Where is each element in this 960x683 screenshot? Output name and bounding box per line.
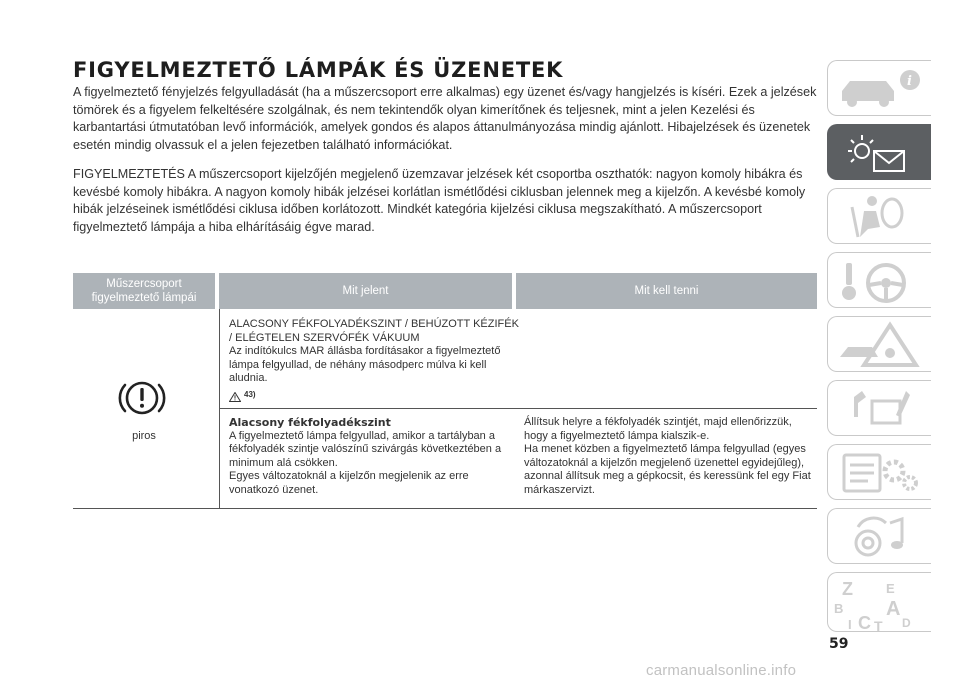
- action-text: Állítsuk helyre a fékfolyadék szintjét, majd ellenőrizzük, hogy a figyelmeztető lámpa kialszik-e.: [524, 416, 792, 442]
- row-low-brake-fluid: [229, 416, 519, 498]
- tab-multimedia[interactable]: [827, 508, 931, 564]
- svg-text:D: D: [902, 616, 911, 630]
- svg-text:Z: Z: [842, 579, 853, 599]
- page-number: 59: [829, 636, 849, 652]
- meaning-text-2: Egyes változatoknál a kijelzőn megjelenik az erre vonatkozó üzenet.: [229, 470, 469, 496]
- caution-icon: [229, 392, 241, 402]
- row-heading: ALACSONY FÉKFOLYADÉKSZINT / BEHÚZOTT KÉZIFÉK / ELÉGTELEN SZERVÓFÉK VÁKUUM: [229, 318, 519, 344]
- svg-text:i: i: [907, 74, 912, 89]
- watermark: carmanualsonline.info: [646, 662, 797, 679]
- key-steering-icon: [828, 253, 932, 309]
- lamp-color-label: piros: [132, 430, 156, 442]
- row-text: Az indítókulcs MAR állásba fordításakor a figyelmeztető lámpa felgyullad, de néhány másodperc múlva ki kell aludnia.: [229, 345, 501, 385]
- svg-text:B: B: [834, 601, 844, 616]
- table-header: [73, 273, 817, 309]
- svg-text:A: A: [886, 598, 901, 620]
- tab-index[interactable]: [827, 572, 931, 632]
- maintenance-tools-icon: [828, 381, 932, 437]
- tab-maintenance[interactable]: [827, 380, 931, 436]
- svg-text:C: C: [858, 613, 871, 633]
- index-letters-icon: [828, 573, 932, 633]
- car-info-icon: [828, 61, 932, 117]
- technical-data-icon: [828, 445, 932, 501]
- column-header-lamps: Műszercsoport figyelmeztető lámpái: [91, 278, 197, 304]
- action-text-2: Ha menet közben a figyelmeztető lámpa felgyullad (egyes változatoknál a kijelzőn megjelenő üzenettel egyidejűleg), azonnal állítsuk meg a gépkocsit, és keressünk fel egy Fiat márkaszervizt.: [524, 443, 811, 496]
- tab-warning-lights[interactable]: [827, 124, 931, 180]
- note-reference: [229, 388, 519, 402]
- row-title: Alacsony fékfolyadékszint: [229, 416, 391, 429]
- action-cell: [524, 416, 816, 498]
- airbag-seat-icon: [828, 189, 932, 245]
- tab-safety[interactable]: [827, 188, 931, 244]
- intro-paragraph: A figyelmeztető fényjelzés felgyulladását (ha a műszercsoport erre alkalmas) egy üzenet és/vagy hangjelzés is kíséri. Ezek a jelzések tömörek és a figyelem felkeltésére szolgálnak, és nem tekintendők olyan kimerítőnek és teljesnek, mint a jelen Kezelési és karbantartási útmutatóban levő információk, amelyek gondos és alapos áttanulmányozása mindig ajánlott. Hibajelzések és üzenetek esetén mindig olvassuk el a jelen fejezetben található információkat.: [73, 85, 817, 152]
- svg-text:E: E: [886, 581, 895, 596]
- note-number: 43): [244, 389, 256, 399]
- svg-text:I: I: [848, 617, 852, 632]
- warning-paragraph: FIGYELMEZTETÉS A műszercsoport kijelzőjén megjelenő üzemzavar jelzések két csoportba oszthatók: nagyon komoly hibákra és kevésbé komoly hibákra. A nagyon komoly hibák jelzései korlátlan ismétlődési ciklusban jelennek meg a kijelzőn. A kevésbé komoly hibák jelzéseinek ismétlődési ciklusa időben korlátozott. Mindkét kategória kijelzési ciklusa megszakítható. A műszercsoport figyelmeztető lámpája a hiba elhárításáig égve marad.: [73, 167, 806, 234]
- svg-text:T: T: [874, 618, 883, 633]
- emergency-triangle-icon: [828, 317, 932, 373]
- tab-car-info[interactable]: [827, 60, 931, 116]
- meaning-text: A figyelmeztető lámpa felgyullad, amikor a tartályban a fékfolyadék szintje valószínű szivárgás következtében a minimum alá csökken.: [229, 429, 502, 469]
- tab-starting-driving[interactable]: [827, 252, 931, 308]
- column-header-meaning: Mit jelent: [342, 285, 389, 297]
- multimedia-icon: [828, 509, 932, 565]
- tab-technical-data[interactable]: [827, 444, 931, 500]
- column-header-action: Mit kell tenni: [634, 285, 699, 297]
- brake-warning-icon: [116, 372, 168, 424]
- warning-lights-icon: [828, 125, 932, 181]
- row-general: [229, 318, 519, 402]
- page-title: FIGYELMEZTETŐ LÁMPÁK ÉS ÜZENETEK: [73, 58, 564, 82]
- tab-emergency[interactable]: [827, 316, 931, 372]
